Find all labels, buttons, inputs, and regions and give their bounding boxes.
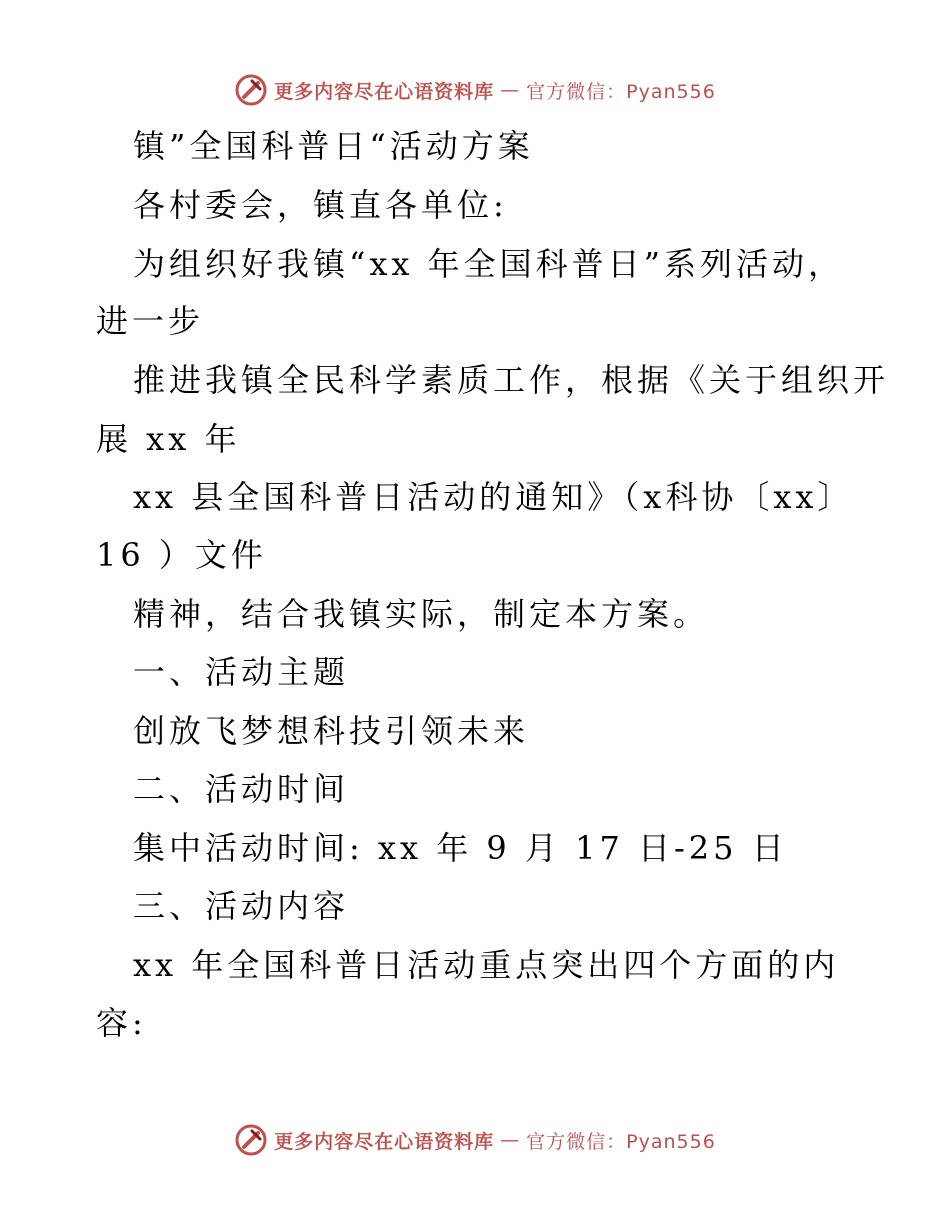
text-line: 进一步	[96, 302, 205, 340]
text-line: 推进我镇全民科学素质工作，根据《关于组织开	[133, 361, 890, 399]
text-line: 各村委会，镇直各单位:	[133, 186, 508, 224]
text-line: 16 ）文件	[96, 536, 267, 574]
header-dash: —	[500, 79, 521, 101]
text-line: xx 县全国科普日活动的通知》（x科协〔xx〕	[133, 478, 854, 516]
header-wechat: 官方微信：Pyan556	[526, 80, 716, 103]
text-line: xx 年全国科普日活动重点突出四个方面的内	[133, 946, 840, 984]
text-line: 展 xx 年	[96, 420, 241, 458]
footer-dash: —	[500, 1129, 521, 1151]
section-heading: 二、活动时间	[133, 770, 350, 808]
header-brand-text: 更多内容尽在心语资料库	[274, 80, 495, 103]
section-heading: 三、活动内容	[133, 887, 350, 925]
footer-brand	[234, 1123, 716, 1157]
text-line: 容:	[96, 1004, 147, 1042]
footer-brand-text: 更多内容尽在心语资料库	[274, 1130, 495, 1153]
brand-logo-icon	[234, 1123, 268, 1157]
footer-wechat: 官方微信：Pyan556	[526, 1130, 716, 1153]
text-line: 镇”全国科普日“活动方案	[133, 127, 534, 165]
page-footer	[0, 1120, 950, 1160]
text-line: 集中活动时间: xx 年 9 月 17 日-25 日	[133, 829, 788, 867]
text-line: 为组织好我镇“xx 年全国科普日”系列活动，	[133, 245, 844, 283]
text-line: 创放飞梦想科技引领未来	[133, 712, 530, 750]
section-heading: 一、活动主题	[133, 653, 350, 691]
text-line: 精神，结合我镇实际，制定本方案。	[133, 595, 710, 633]
